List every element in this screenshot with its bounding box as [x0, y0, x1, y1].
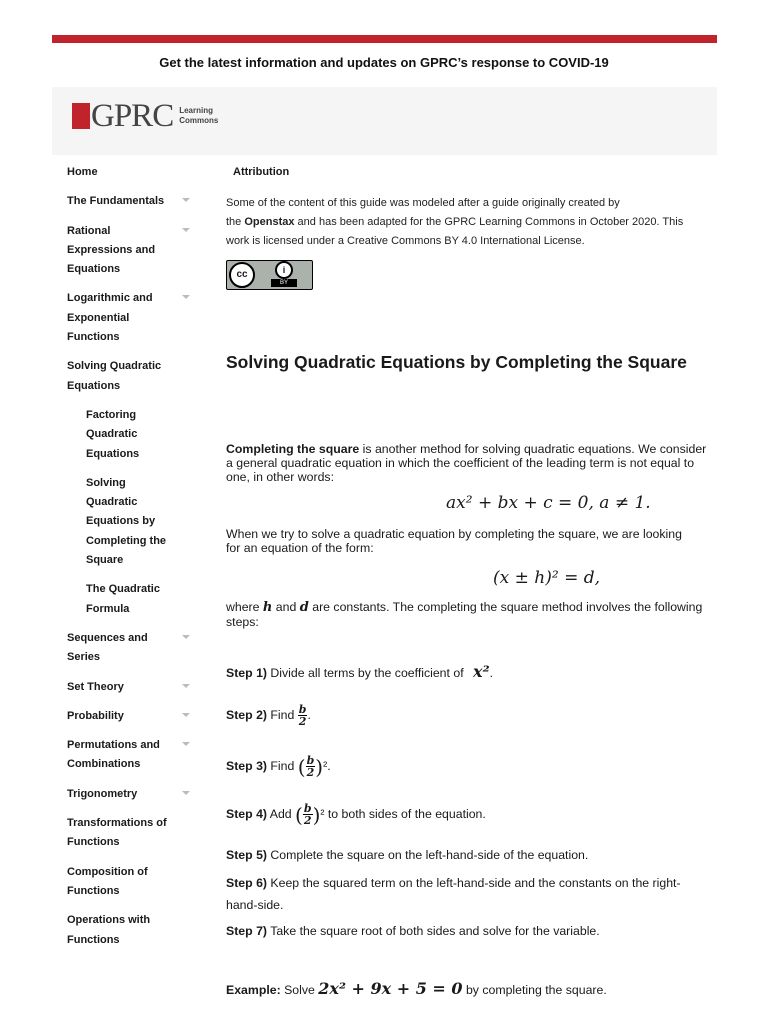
chevron-down-icon[interactable] [182, 635, 190, 639]
step-item: Step 6) Keep the squared term on the left-hand-side and the constants on the right-hand-side. [226, 876, 681, 912]
sidebar-item[interactable] [52, 474, 176, 570]
sidebar-item[interactable] [52, 222, 177, 280]
step-item: Step 7) Take the square root of both sides and solve for the variable. [226, 924, 600, 938]
sidebar-item-label: Factoring Quadratic Equations [86, 408, 140, 460]
sidebar-item-label: The Quadratic Formula [86, 583, 160, 615]
form-paragraph: When we try to solve a quadratic equation by completing the square, we are looking for an equation of the form: [226, 527, 682, 555]
sidebar-item-label: Home [67, 166, 98, 178]
attribution-title: Attribution [233, 166, 290, 178]
open-paren: ( [297, 754, 306, 779]
logo-wordmark: GPRC [91, 98, 174, 134]
openstax-link[interactable]: Openstax [244, 216, 295, 228]
sidebar-item[interactable] [52, 814, 177, 853]
sidebar-item-label: Composition of Functions [67, 865, 148, 897]
cc-icon: cc [229, 262, 255, 288]
sidebar-item-label: Solving Quadratic Equations by Completing the Square [86, 476, 167, 567]
attribution-text: Some of the content of this guide was modeled after a guide originally created by the Openstax and has been adapted for the GPRC Learning Commons in October 2020. This work is licensed under a Creative Commons BY 4.0 International License. [226, 197, 684, 247]
sidebar-item-label: Solving Quadratic Equations [67, 360, 162, 392]
sidebar-item-label: Rational Expressions and Equations [67, 224, 156, 276]
chevron-down-icon[interactable] [182, 791, 190, 795]
fraction-b-over-2: $\frac{b}{2}$ [303, 802, 312, 828]
sidebar-item[interactable] [52, 406, 176, 464]
top-accent-bar [52, 35, 717, 43]
general-quadratic-equation: ax² + bx + c = 0, a ≠ 1. [446, 493, 651, 513]
sidebar-item[interactable] [52, 707, 177, 726]
open-paren: ( [295, 802, 303, 827]
step-item: Step 4) Add ( $\frac{b}{2}$ )² to both sides of the equation. [226, 802, 486, 828]
sidebar-item[interactable] [52, 357, 177, 396]
chevron-down-icon[interactable] [182, 228, 190, 232]
sidebar-item-label: Transformations of Functions [67, 817, 167, 849]
sidebar-item[interactable] [52, 785, 177, 804]
sidebar-item[interactable] [52, 192, 177, 211]
fraction-b-over-2: $\frac{b}{2}$ [306, 754, 315, 780]
sidebar-item[interactable] [52, 863, 177, 902]
sidebar-item[interactable] [52, 911, 177, 950]
intro-paragraph: Completing the square is another method for solving quadratic equations. We consider a general quadratic equation in which the coefficient of the leading term is not equal to one, in other words: [226, 442, 707, 484]
sidebar-item-label: Probability [67, 709, 124, 722]
sidebar-item-label: Trigonometry [67, 787, 138, 800]
guide-sidebar-nav [52, 163, 202, 960]
logo-mark-icon [72, 103, 90, 129]
chevron-down-icon[interactable] [182, 198, 190, 202]
sidebar-item-label: Permutations and Combinations [67, 739, 160, 771]
sidebar-item-label: Set Theory [67, 680, 124, 693]
covid-banner-link[interactable]: Get the latest information and updates on GPRC’s response to COVID-19 [159, 55, 609, 70]
sidebar-item[interactable] [52, 736, 177, 775]
attribution-person-icon: i [275, 261, 293, 279]
step-item: Step 1) Divide all terms by the coefficient of x². [226, 662, 493, 681]
site-header [52, 87, 717, 155]
creative-commons-badge[interactable] [226, 260, 313, 290]
chevron-down-icon[interactable] [182, 684, 190, 688]
sidebar-item-label: Sequences and Series [67, 631, 148, 664]
step-item: Step 2) Find $\frac{b}{2}$ . [226, 703, 311, 729]
where-paragraph: where h and d are constants. The completing the square method involves the following steps: [226, 600, 703, 629]
logo-subtitle: Learning Commons [179, 106, 219, 125]
sidebar-item-label: Logarithmic and Exponential Functions [67, 292, 153, 344]
close-paren: ) [315, 754, 324, 779]
step-item: Step 3) Find ( $\frac{b}{2}$ )². [226, 754, 331, 780]
chevron-down-icon[interactable] [182, 742, 190, 746]
sidebar-item[interactable] [52, 580, 176, 619]
step-math: x² [473, 662, 490, 681]
example-line: Example: Solve 2x² + 9x + 5 = 0 by completing the square. [226, 979, 607, 998]
gprc-logo[interactable] [72, 98, 219, 134]
target-form-equation: (x ± h)² = d, [493, 568, 601, 588]
sidebar-item-label: Operations with Functions [67, 914, 151, 946]
sidebar-item[interactable] [52, 629, 177, 668]
sidebar-item[interactable] [52, 163, 177, 182]
chevron-down-icon[interactable] [182, 295, 190, 299]
close-paren: ) [312, 802, 321, 827]
sidebar-item[interactable] [52, 289, 177, 347]
by-label: BY [271, 279, 297, 287]
step-item: Step 5) Complete the square on the left-hand-side of the equation. [226, 848, 589, 862]
sidebar-item-label: The Fundamentals [67, 195, 165, 208]
chevron-down-icon[interactable] [182, 713, 190, 717]
fraction-b-over-2: $\frac{b}{2}$ [298, 703, 307, 729]
sidebar-item[interactable] [52, 678, 177, 697]
page-title: Solving Quadratic Equations by Completing the Square [226, 352, 687, 372]
